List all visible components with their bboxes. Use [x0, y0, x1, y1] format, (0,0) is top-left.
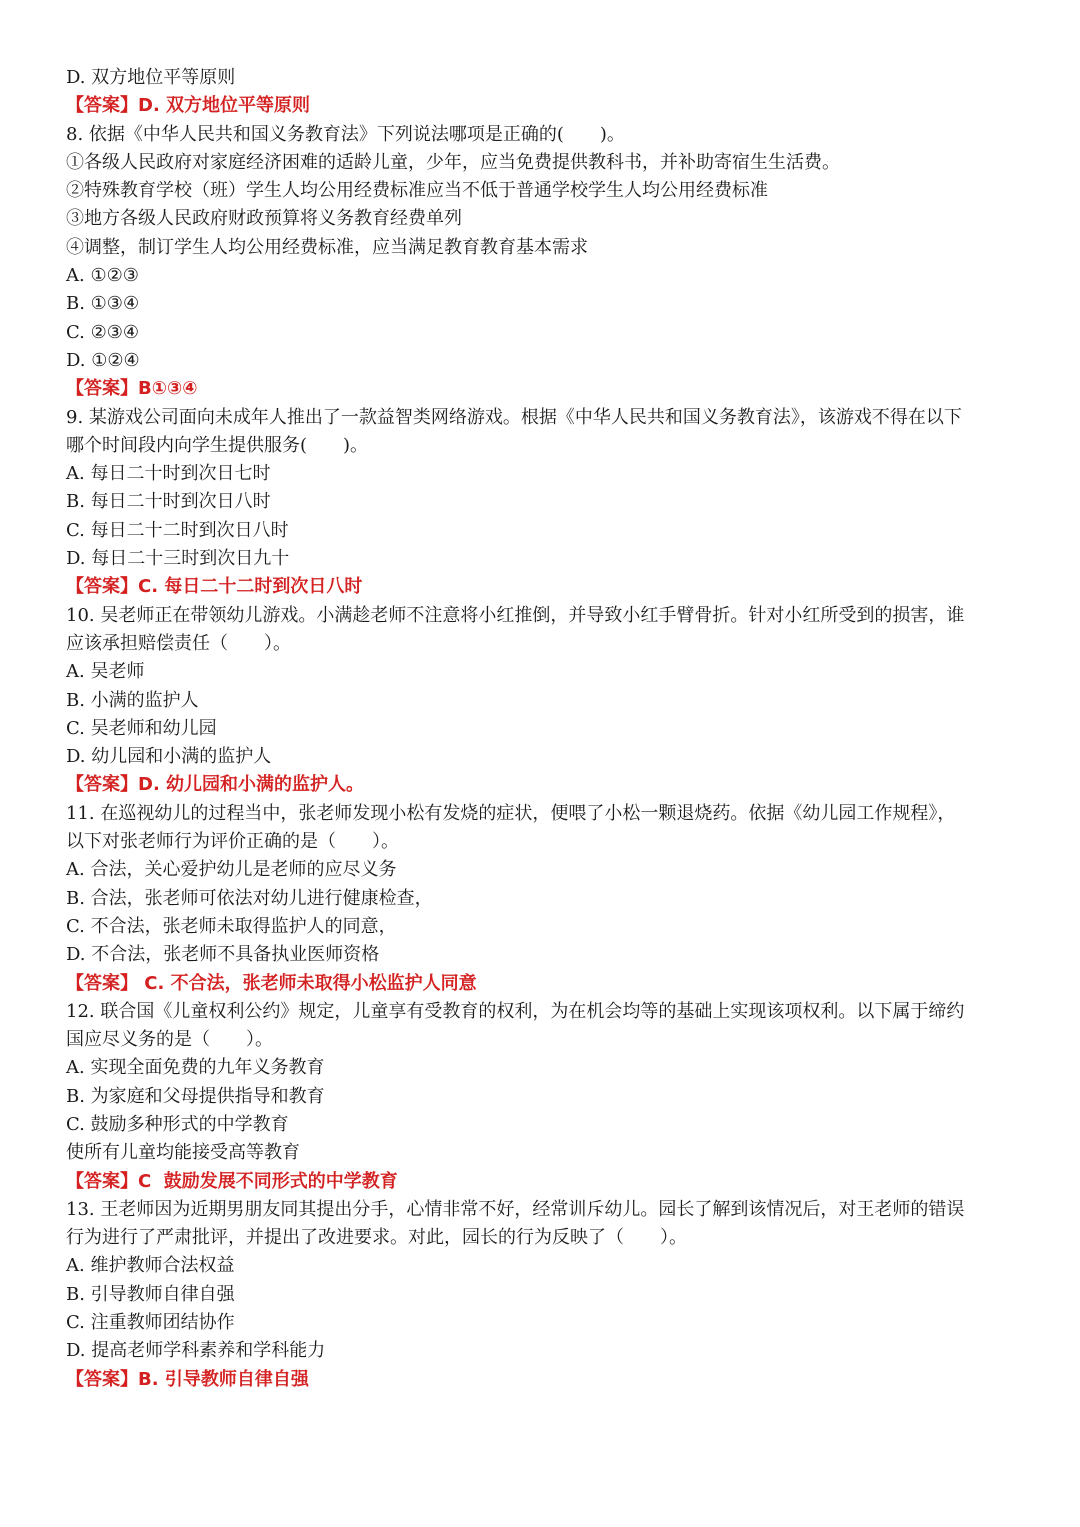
question-line: 8. 依据《中华人民共和国义务教育法》下列说法哪项是正确的( )。 [66, 123, 625, 145]
option-line: D. 提高老师学科素养和学科能力 [66, 1340, 326, 1362]
option-line: A. 实现全面免费的九年义务教育 [66, 1057, 325, 1079]
answer-line [66, 1168, 1026, 1196]
option-line: B. 为家庭和父母提供指导和教育 [66, 1085, 325, 1107]
answer-tag: 【答案】 [66, 1368, 138, 1390]
option-line: B. 每日二十时到次日八时 [66, 491, 271, 513]
answer-text: C 鼓励发展不同形式的中学教育 [138, 1170, 398, 1192]
option-line: A. 吴老师 [66, 661, 145, 683]
option-line: ④调整，制订学生人均公用经费标准，应当满足教育教育基本需求 [66, 236, 588, 258]
answer-tag: 【答案】 [66, 1170, 138, 1192]
answer-line [66, 573, 1026, 601]
question-line: 行为进行了严肃批评，并提出了改进要求。对此，园长的行为反映了（ ）。 [66, 1227, 687, 1249]
option-line: B. 小满的监护人 [66, 689, 199, 711]
question-line: 12. 联合国《儿童权利公约》规定，儿童享有受教育的权利，为在机会均等的基础上实现该项权利。以下属于缔约 [66, 1000, 965, 1022]
answer-line [66, 1366, 1026, 1394]
question-line: 哪个时间段内向学生提供服务( )。 [66, 434, 369, 456]
answer-text: C. 不合法，张老师未取得小松监护人同意 [138, 972, 477, 994]
option-line: B. 合法，张老师可依法对幼儿进行健康检查， [66, 887, 433, 909]
question-line: 13. 王老师因为近期男朋友同其提出分手，心情非常不好，经常训斥幼儿。园长了解到该情况后，对王老师的错误 [66, 1198, 965, 1220]
option-line: D. 幼儿园和小满的监护人 [66, 746, 272, 768]
option-line: ①各级人民政府对家庭经济困难的适龄儿童，少年，应当免费提供教科书，并补助寄宿生生活费。 [66, 151, 840, 173]
option-line: A. ①②③ [66, 265, 139, 287]
answer-line [66, 771, 1026, 799]
option-line: A. 每日二十时到次日七时 [66, 463, 271, 485]
answer-line [66, 375, 1026, 403]
answer-text: D. 幼儿园和小满的监护人。 [138, 774, 365, 796]
answer-text: D. 双方地位平等原则 [138, 95, 311, 117]
option-line: ③地方各级人民政府财政预算将义务教育经费单列 [66, 208, 462, 230]
option-line: C. ②③④ [66, 321, 139, 343]
option-line: ②特殊教育学校（班）学生人均公用经费标准应当不低于普通学校学生人均公用经费标准 [66, 180, 768, 202]
option-line: D. 每日二十三时到次日九十 [66, 548, 290, 570]
answer-tag: 【答案】 [66, 378, 138, 400]
question-line: 9. 某游戏公司面向未成年人推出了一款益智类网络游戏。根据《中华人民共和国义务教育法》，该游戏不得在以下 [66, 406, 962, 428]
answer-text: B①③④ [138, 378, 198, 400]
answer-line [66, 92, 1026, 120]
option-line: D. ①②④ [66, 349, 140, 371]
question-line: 以下对张老师行为评价正确的是（ ）。 [66, 831, 399, 853]
option-line: C. 鼓励多种形式的中学教育 [66, 1113, 289, 1135]
question-line: 10. 吴老师正在带领幼儿游戏。小满趁老师不注意将小红推倒，并导致小红手臂骨折。针对小红所受到的损害，谁 [66, 604, 965, 626]
answer-tag: 【答案】 [66, 576, 138, 598]
exam-document [66, 64, 1026, 1394]
answer-text: B. 引导教师自律自强 [138, 1368, 309, 1390]
option-line: A. 维护教师合法权益 [66, 1255, 235, 1277]
option-line: C. 吴老师和幼儿园 [66, 717, 217, 739]
option-line: C. 注重教师团结协作 [66, 1312, 235, 1334]
option-line: B. 引导教师自律自强 [66, 1283, 235, 1305]
option-line: 使所有儿童均能接受高等教育 [66, 1142, 300, 1164]
answer-tag: 【答案】 [66, 774, 138, 796]
answer-line [66, 970, 1026, 998]
answer-tag: 【答案】 [66, 95, 138, 117]
option-line: C. 每日二十二时到次日八时 [66, 519, 289, 541]
option-line: A. 合法，关心爱护幼儿是老师的应尽义务 [66, 859, 397, 881]
option-line: D. 不合法，张老师不具备执业医师资格 [66, 944, 380, 966]
answer-text: C. 每日二十二时到次日八时 [138, 576, 363, 598]
answer-tag: 【答案】 [66, 972, 138, 994]
question-line: 应该承担赔偿责任（ ）。 [66, 632, 291, 654]
option-line: D. 双方地位平等原则 [66, 67, 236, 88]
question-line: 国应尽义务的是（ ）。 [66, 1029, 273, 1051]
option-line: C. 不合法，张老师未取得监护人的同意， [66, 915, 397, 937]
option-line: B. ①③④ [66, 293, 140, 315]
question-line: 11. 在巡视幼儿的过程当中，张老师发现小松有发烧的症状，便喂了小松一颗退烧药。依据《幼儿园工作规程》， [66, 802, 956, 824]
